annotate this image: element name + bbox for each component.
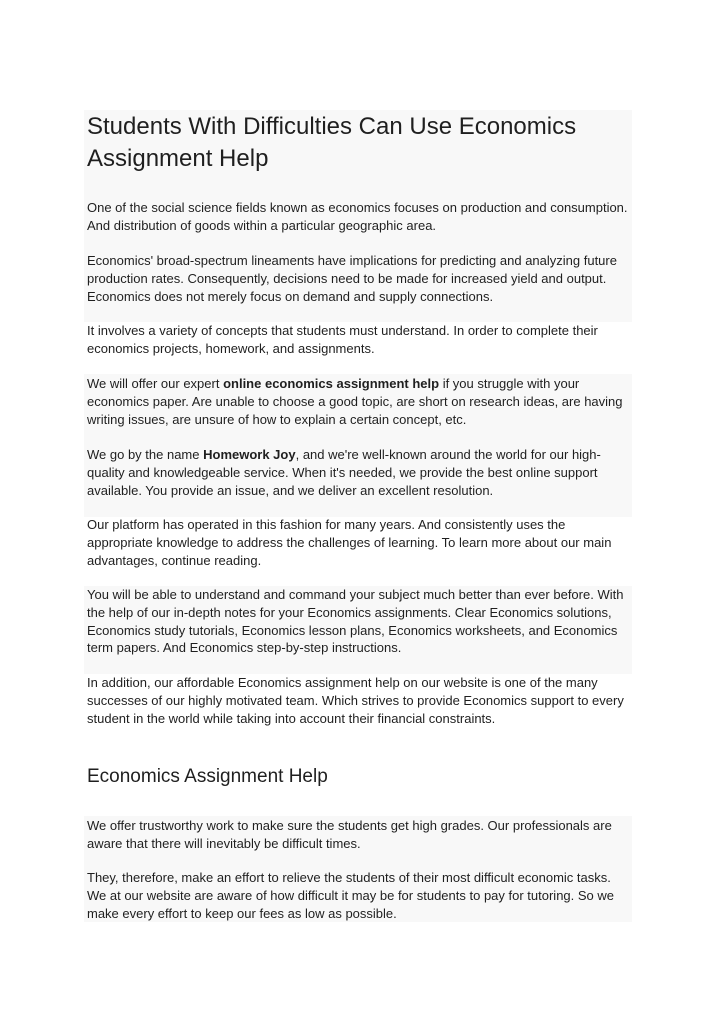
service-link-text: online economics assignment help <box>223 376 440 391</box>
paragraph-7: You will be able to understand and command your subject much better than ever before. With the help of our in-depth notes for your Economics assignments. Clear Economics solutions, Economics study tutorials, Economics lesson plans, Economics worksheets, and Economics term papers. And Economics step-by-step instructions. <box>87 587 624 656</box>
paragraph-5 <box>87 446 632 499</box>
section-heading: Economics Assignment Help <box>87 766 328 787</box>
paragraph-6: Our platform has operated in this fashion for many years. And consistently uses the appropriate knowledge to address the challenges of learning. To learn more about our main advantages, continue reading. <box>87 517 612 568</box>
paragraph-10: They, therefore, make an effort to relieve the students of their most difficult economic tasks. We at our website are aware of how difficult it may be for students to pay for tutoring. So we make every effort to keep our fees as low as possible. <box>87 870 615 921</box>
document-title: Students With Difficulties Can Use Economics Assignment Help <box>87 113 577 172</box>
paragraph-3: It involves a variety of concepts that students must understand. In order to complete their economics projects, homework, and assignments. <box>87 323 598 356</box>
paragraph-4-text-b: if you struggle with your economics paper. Are unable to choose a good topic, are short on research ideas, are having writing issues, are unsure of how to explain a certain concept, etc. <box>87 376 623 427</box>
paragraph-8: In addition, our affordable Economics assignment help on our website is one of the many successes of our highly motivated team. Which strives to provide Economics support to every student in the world while taking into account their financial constraints. <box>87 675 624 726</box>
paragraph-9: We offer trustworthy work to make sure the students get high grades. Our professionals are aware that there will inevitably be difficult times. <box>87 818 612 851</box>
paragraph-4-text-a: We will offer our expert <box>87 376 224 391</box>
paragraph-5-text-a: We go by the name <box>87 447 204 462</box>
brand-name: Homework Joy <box>203 447 296 462</box>
paragraph-4 <box>87 375 632 428</box>
paragraph-2: Economics' broad-spectrum lineaments have implications for predicting and analyzing future production rates. Consequently, decisions need to be made for increased yield and output. Economics does not merely focus on demand and supply connections. <box>87 253 617 304</box>
paragraph-5-text-b: , and we're well-known around the world for our high-quality and knowledgeable service. When it's needed, we provide the best online support available. You provide an issue, and we deliver an excellent resolution. <box>87 447 601 498</box>
paragraph-1: One of the social science fields known as economics focuses on production and consumption. And distribution of goods within a particular geographic area. <box>87 200 628 233</box>
